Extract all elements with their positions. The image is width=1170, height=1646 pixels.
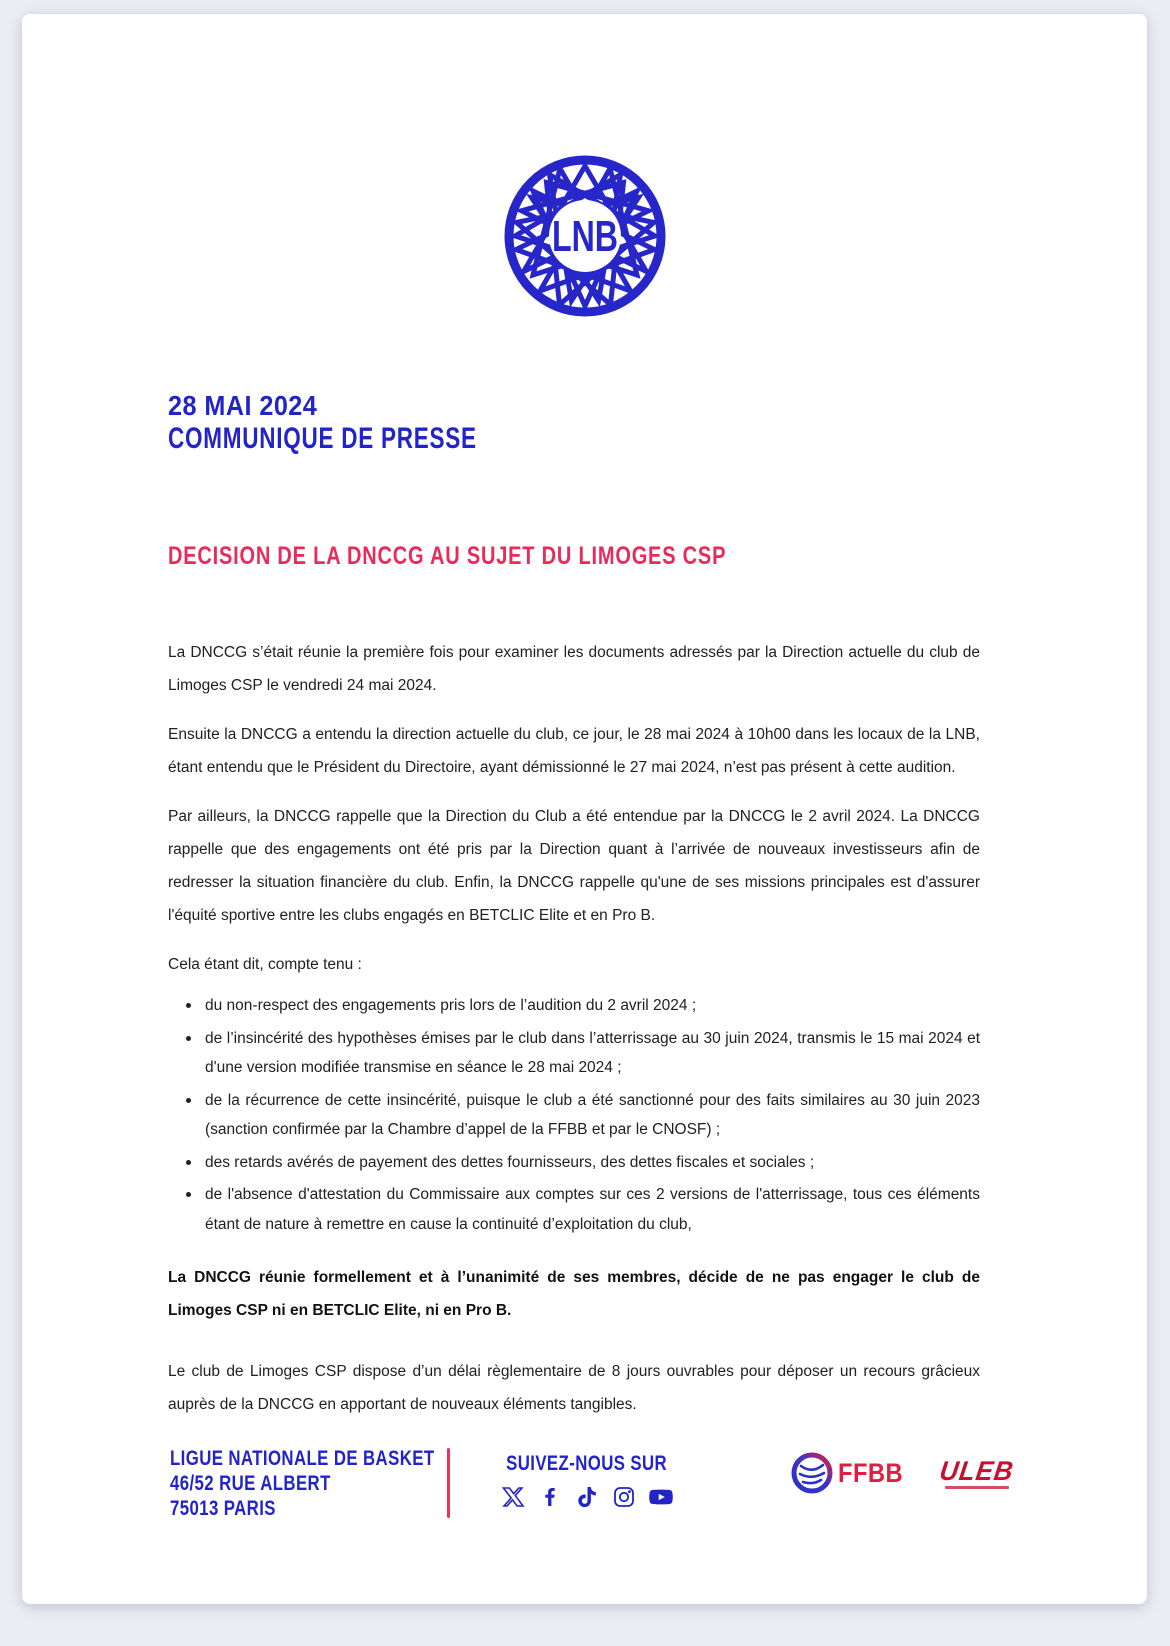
bullet-list: [168, 991, 980, 1239]
bullet-text: de la récurrence de cette insincérité, puisque le club a été sanctionné pour des faits similaires au 30 juin 2023 (sanction confirmée par la Chambre d’appel de la FFBB et par le CNOSF) ;: [205, 1091, 980, 1138]
uleb-logo-text: ULEB: [937, 1455, 1016, 1486]
bullet-text: des retards avérés de payement des dettes fournisseurs, des dettes fiscales et sociales ;: [205, 1153, 815, 1171]
list-item: [168, 1180, 980, 1239]
ffbb-logo: [791, 1452, 912, 1494]
follow-us-label: SUIVEZ-NOUS SUR: [506, 1452, 668, 1475]
youtube-icon[interactable]: [649, 1485, 673, 1509]
footer-address-line2: 46/52 RUE ALBERT: [170, 1472, 331, 1495]
ffbb-logo-text: FFBB: [838, 1457, 904, 1488]
footer-divider: [447, 1448, 450, 1518]
bullet-dot: [186, 1003, 191, 1008]
body-copy: [168, 636, 980, 1437]
x-twitter-icon[interactable]: [501, 1485, 525, 1509]
list-item: [168, 1086, 980, 1145]
footer-address-line3: 75013 PARIS: [170, 1497, 276, 1520]
list-item: [168, 991, 980, 1021]
uleb-logo: [937, 1455, 1016, 1489]
press-release-date: 28 MAI 2024: [168, 390, 318, 421]
list-item: [168, 1148, 980, 1178]
bullet-text: de l'absence d'attestation du Commissaire aux comptes sur ces 2 versions de l'atterrissage, tous ces éléments étant de nature à remettre en cause la continuité d’exploitation du club,: [205, 1186, 980, 1233]
paragraph-3: Par ailleurs, la DNCCG rappelle que la Direction du Club a été entendue par la DNCCG le 2 avril 2024. La DNCCG rappelle que des engagements ont été pris par la Direction quant à l’arrivée de nouveaux investisseurs afin de redresser la situation financière du club. Enfin, la DNCCG rappelle qu'une de ses missions principales est d'assurer l'équité sportive entre les clubs engagés en BETCLIC Elite et en Pro B.: [168, 808, 980, 924]
decision-paragraph: La DNCCG réunie formellement et à l’unanimité de ses membres, décide de ne pas engager le club de Limoges CSP ni en BETCLIC Elite, ni en Pro B.: [168, 1269, 980, 1319]
footer-address-line1: LIGUE NATIONALE DE BASKET: [170, 1447, 435, 1470]
uleb-logo-subtext-bar: [945, 1486, 1009, 1489]
paragraph-lead-in: Cela étant dit, compte tenu :: [168, 956, 362, 973]
list-item: [168, 1024, 980, 1083]
bullet-text: du non-respect des engagements pris lors de l’audition du 2 avril 2024 ;: [205, 997, 697, 1014]
tiktok-icon[interactable]: [575, 1485, 599, 1509]
lnb-logo: [500, 151, 670, 321]
press-release-kicker: COMMUNIQUE DE PRESSE: [168, 422, 477, 455]
document-page: [22, 14, 1147, 1604]
ffbb-ball-icon: [791, 1452, 833, 1494]
bullet-dot: [186, 1036, 191, 1041]
bullet-dot: [186, 1160, 191, 1165]
partner-logos: [791, 1452, 1015, 1494]
paragraph-1: La DNCCG s’était réunie la première fois pour examiner les documents adressés par la Direction actuelle du club de Limoges CSP le vendredi 24 mai 2024.: [168, 644, 980, 694]
footer-address: [170, 1446, 435, 1521]
bullet-text: de l’insincérité des hypothèses émises par le club dans l’atterrissage au 30 juin 2024, transmis le 15 mai 2024 et d'une version modifiée transmise en séance le 28 mai 2024 ;: [205, 1029, 980, 1076]
facebook-icon[interactable]: [538, 1485, 562, 1509]
page-title: DECISION DE LA DNCCG AU SUJET DU LIMOGES CSP: [168, 542, 727, 570]
paragraph-2: Ensuite la DNCCG a entendu la direction actuelle du club, ce jour, le 28 mai 2024 à 10h00 dans les locaux de la LNB, étant entendu que le Président du Directoire, ayant démissionné le 27 mai 2024, n’est pas présent à cette audition.: [168, 726, 980, 776]
lnb-logo-text: LNB: [552, 212, 618, 261]
social-icons-row: [481, 1485, 693, 1509]
follow-us-block: [481, 1452, 693, 1509]
bullet-dot: [186, 1098, 191, 1103]
instagram-icon[interactable]: [612, 1485, 636, 1509]
bullet-dot: [186, 1192, 191, 1197]
closing-paragraph: Le club de Limoges CSP dispose d’un délai règlementaire de 8 jours ouvrables pour déposer un recours grâcieux auprès de la DNCCG en apportant de nouveaux éléments tangibles.: [168, 1363, 980, 1413]
